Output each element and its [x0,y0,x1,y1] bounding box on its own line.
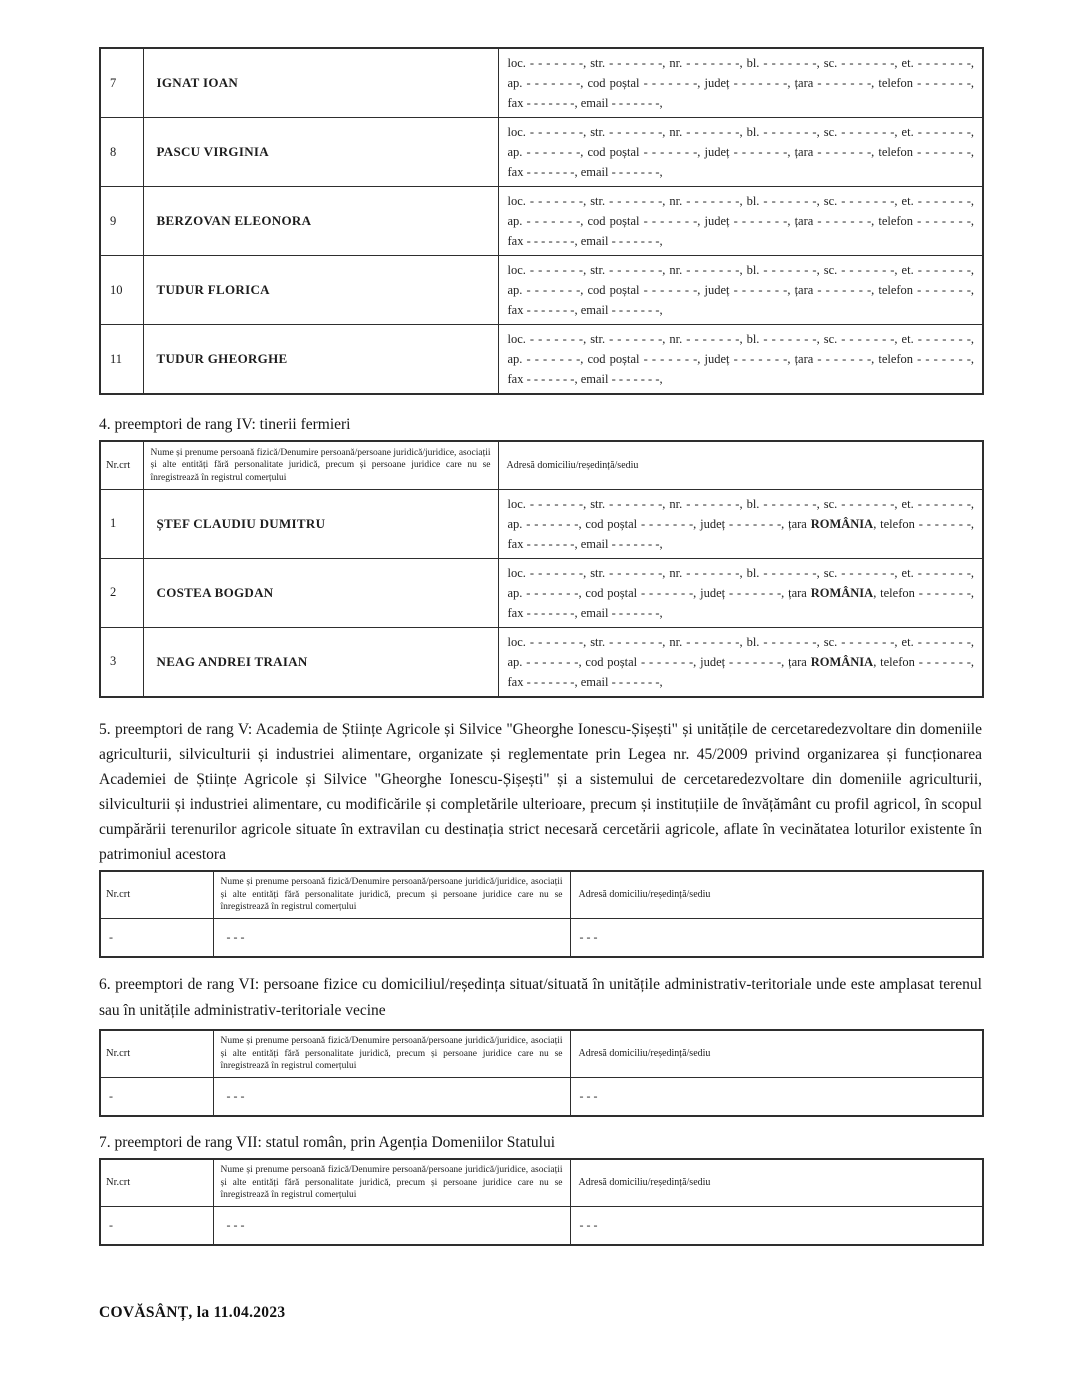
row-number: 7 [100,48,143,118]
address-line3: fax - - - - - - -, email - - - - - - -, [507,536,663,551]
section7-heading: 7. preemptori de rang VII: statul român, prin Agenția Domeniilor Statului [99,1133,556,1151]
address-line2-pre: ap. - - - - - - -, cod poștal - - - - - - -, județ - - - - - - -, țara [507,585,811,600]
table-row [100,256,983,325]
row-number: 1 [100,489,143,558]
address-line2-post: , telefon - - - - - - -, [873,516,974,531]
row-number: 3 [100,627,143,697]
header-name: Nume și prenume persoană fizică/Denumire persoană/persoane juridică/juridice, asociații și alte entități fără personalitate juridică, precum și persoane juridice care nu se înregistrează în registrul comerțului [143,441,498,489]
header-nr: Nr.crt [100,1159,213,1207]
row-number: 10 [100,256,143,325]
address-line1: loc. - - - - - - -, str. - - - - - - -, nr. - - - - - - -, bl. - - - - - - -, sc. - - - - - - -, et. - - - - - - -, [507,194,974,208]
address-line2 [508,652,975,672]
header-address: Adresă domiciliu/reședință/sediu [570,871,983,919]
address-cell [498,627,983,697]
table-header-row [100,441,983,489]
table-row [100,118,983,187]
address-line1: loc. - - - - - - -, str. - - - - - - -, nr. - - - - - - -, bl. - - - - - - -, sc. - - - - - - -, et. - - - - - - -, [507,56,974,70]
address-line2: ap. - - - - - - -, cod poștal - - - - - - -, județ - - - - - - -, țara - - - - - - -, telefon - - - - - - -, [507,214,974,228]
address-cell [498,325,983,395]
table-header-row [100,1159,983,1207]
table-header-row [100,871,983,919]
person-name: - - - [213,1078,570,1116]
header-nr: Nr.crt [100,441,143,489]
address-line3: fax - - - - - - -, email - - - - - - -, [507,674,663,689]
preemptors-rank5-table [99,870,984,958]
row-number: - [100,919,213,957]
address-line1: loc. - - - - - - -, str. - - - - - - -, nr. - - - - - - -, bl. - - - - - - -, sc. - - - - - - -, et. - - - - - - -, [507,332,974,346]
address-line2: ap. - - - - - - -, cod poștal - - - - - - -, județ - - - - - - -, țara - - - - - - -, telefon - - - - - - -, [507,145,974,159]
table-header-row [100,1030,983,1078]
header-nr: Nr.crt [100,1030,213,1078]
row-number: 9 [100,187,143,256]
address-cell [498,558,983,627]
country-label: ROMÂNIA [810,516,874,531]
table-row [100,1078,983,1116]
person-name: TUDUR FLORICA [143,256,498,325]
address-cell [498,118,983,187]
row-number: - [100,1078,213,1116]
address-line1: loc. - - - - - - -, str. - - - - - - -, nr. - - - - - - -, bl. - - - - - - -, sc. - - - - - - -, et. - - - - - - -, [507,565,974,580]
table-row [100,187,983,256]
country-label: ROMÂNIA [810,585,874,600]
header-name: Nume și prenume persoană fizică/Denumire persoană/persoane juridică/juridice, asociații și alte entități fără personalitate juridică, precum și persoane juridice care nu se înregistrează în registrul comerțului [213,1159,570,1207]
person-name: TUDUR GHEORGHE [143,325,498,395]
header-nr: Nr.crt [100,871,213,919]
address-cell [498,489,983,558]
address-line3: fax - - - - - - -, email - - - - - - -, [507,234,663,248]
table-row [100,558,983,627]
row-number: 2 [100,558,143,627]
table-row [100,919,983,957]
address-line3: fax - - - - - - -, email - - - - - - -, [507,605,663,620]
address-line3: fax - - - - - - -, email - - - - - - -, [507,96,663,110]
section6-heading: 6. preemptori de rang VI: persoane fizice cu domiciliul/reședința situat/situată în unitățile administrativ-teritoriale unde este amplasat terenul sau în unitățile administrativ-teritoriale vecine [99,975,982,1019]
preemptors-rank6-table [99,1029,984,1117]
table-row [100,627,983,697]
person-name: ȘTEF CLAUDIU DUMITRU [143,489,498,558]
address-line1: loc. - - - - - - -, str. - - - - - - -, nr. - - - - - - -, bl. - - - - - - -, sc. - - - - - - -, et. - - - - - - -, [507,634,974,649]
row-number: 11 [100,325,143,395]
address-line2-pre: ap. - - - - - - -, cod poștal - - - - - - -, județ - - - - - - -, țara [507,516,811,531]
person-name: COSTEA BOGDAN [143,558,498,627]
address-line1: loc. - - - - - - -, str. - - - - - - -, nr. - - - - - - -, bl. - - - - - - -, sc. - - - - - - -, et. - - - - - - -, [507,125,974,139]
row-number: - [100,1207,213,1245]
address-line2 [508,514,975,534]
person-name: NEAG ANDREI TRAIAN [143,627,498,697]
address-cell [498,256,983,325]
address-cell [498,187,983,256]
table-row [100,48,983,118]
table-row [100,1207,983,1245]
address-line1: loc. - - - - - - -, str. - - - - - - -, nr. - - - - - - -, bl. - - - - - - -, sc. - - - - - - -, et. - - - - - - -, [507,263,974,277]
address-line3: fax - - - - - - -, email - - - - - - -, [507,372,663,386]
address-line2-post: , telefon - - - - - - -, [873,585,974,600]
preemptors-rank3-table [99,47,984,395]
section5-heading: 5. preemptori de rang V: Academia de Științe Agricole și Silvice "Gheorghe Ionescu-Șișești" și unitățile de cercetaredezvoltare din domeniile agriculturii, silviculturii și industriei alimentare, organizate și reglementate prin Legea nr. 45/2009 privind organizarea și funcționarea Academiei de Științe Agricole și Silvice "Gheorghe Ionescu-Șișești" și a sistemului de cercetaredezvoltare din domeniile agriculturii, silviculturii și industriei alimentare, cu modificările și completările ulterioare, precum și instituțiile de învățământ cu profil agricol, în scopul cumpărării terenurilor agricole situate în extravilan cu destinația strict necesară cercetării agricole, aflate în vecinătatea loturilor existente în patrimoniul acestora [99,720,982,863]
preemptors-rank4-table [99,440,984,698]
place-and-date: COVĂSÂNȚ, la 11.04.2023 [99,1303,286,1321]
address-line2: ap. - - - - - - -, cod poștal - - - - - - -, județ - - - - - - -, țara - - - - - - -, telefon - - - - - - -, [507,283,974,297]
address-line2: ap. - - - - - - -, cod poștal - - - - - - -, județ - - - - - - -, țara - - - - - - -, telefon - - - - - - -, [507,76,974,90]
preemptors-rank7-table [99,1158,984,1246]
header-name: Nume și prenume persoană fizică/Denumire persoană/persoane juridică/juridice, asociații și alte entități fără personalitate juridică, precum și persoane juridice care nu se înregistrează în registrul comerțului [213,1030,570,1078]
header-name: Nume și prenume persoană fizică/Denumire persoană/persoane juridică/juridice, asociații și alte entități fără personalitate juridică, precum și persoane juridice care nu se înregistrează în registrul comerțului [213,871,570,919]
address-line2 [508,583,975,603]
person-name: PASCU VIRGINIA [143,118,498,187]
address-line2-pre: ap. - - - - - - -, cod poștal - - - - - - -, județ - - - - - - -, țara [507,654,811,669]
address-line2-post: , telefon - - - - - - -, [873,654,974,669]
header-address: Adresă domiciliu/reședință/sediu [570,1030,983,1078]
address-cell: - - - [570,919,983,957]
table-row [100,489,983,558]
address-line1: loc. - - - - - - -, str. - - - - - - -, nr. - - - - - - -, bl. - - - - - - -, sc. - - - - - - -, et. - - - - - - -, [507,496,974,511]
address-cell: - - - [570,1207,983,1245]
person-name: BERZOVAN ELEONORA [143,187,498,256]
address-cell: - - - [570,1078,983,1116]
country-label: ROMÂNIA [810,654,874,669]
header-address: Adresă domiciliu/reședință/sediu [498,441,983,489]
section4-heading: 4. preemptori de rang IV: tinerii fermieri [99,416,351,433]
address-line3: fax - - - - - - -, email - - - - - - -, [507,165,663,179]
person-name: IGNAT IOAN [143,48,498,118]
address-line2: ap. - - - - - - -, cod poștal - - - - - - -, județ - - - - - - -, țara - - - - - - -, telefon - - - - - - -, [507,352,974,366]
person-name: - - - [213,919,570,957]
table-row [100,325,983,395]
row-number: 8 [100,118,143,187]
address-line3: fax - - - - - - -, email - - - - - - -, [507,303,663,317]
person-name: - - - [213,1207,570,1245]
header-address: Adresă domiciliu/reședință/sediu [570,1159,983,1207]
address-cell [498,48,983,118]
